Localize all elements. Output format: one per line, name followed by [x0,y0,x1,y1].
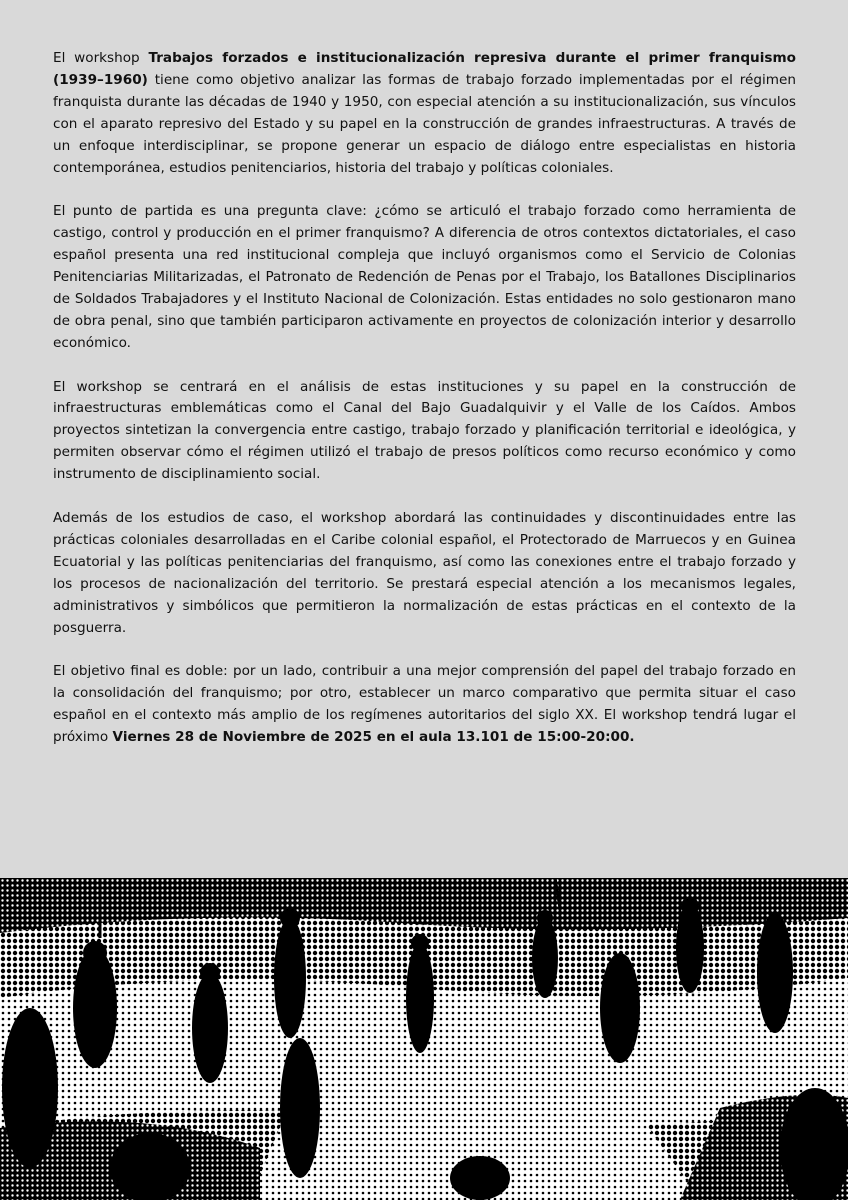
institutions-text: El workshop se centrará en el análisis de estas instituciones y su papel en la construcción de infraestructuras emblemáticas como el Canal del Bajo Guadalquivir y el Valle de los Caídos. Ambos proyectos sintetizan la convergencia entre castigo, trabajo forzado y planificación territorial e ideológica, y permiten observar cómo el régimen utilizó el trabajo de presos políticos como recurso económico y como instrumento de disciplinamiento social. [53,378,796,483]
paragraph-question [53,201,796,354]
event-date-location: Viernes 28 de Noviembre de 2025 en el aula 13.101 de 15:00-20:00. [112,729,635,746]
paragraph-colonial [53,508,796,639]
objective-text: El objetivo final es doble: por un lado, contribuir a una mejor comprensión del papel del trabajo forzado en la consolidación del franquismo; por otro, establecer un marco comparativo que permita situar el caso español en el contexto más amplio de los regímenes autoritarios del siglo XX. El workshop tendrá lugar el próximo [53,663,796,746]
paragraph-institutions [53,377,796,487]
intro-text-1: El workshop [53,50,149,66]
workshop-title: Trabajos forzados e institucionalización represiva durante el primer franquismo (1939–1960) [53,50,796,88]
paragraph-objective [53,661,796,749]
intro-text-2: tiene como objetivo analizar las formas de trabajo forzado implementadas por el régimen franquista durante las décadas de 1940 y 1950, con especial atención a su institucionalización, sus vínculos con el aparato represivo del Estado y su papel en la construcción de grandes infraestructuras. A través de un enfoque interdisciplinar, se propone generar un espacio de diálogo entre especialistas en historia contemporánea, estudios penitenciarios, historia del trabajo y políticas coloniales. [53,71,796,176]
document-body [53,48,796,771]
halftone-photo-forced-labour [0,878,848,1200]
question-text: El punto de partida es una pregunta clave: ¿cómo se articuló el trabajo forzado como herramienta de castigo, control y producción en el primer franquismo? A diferencia de otros contextos dictatoriales, el caso español presenta una red institucional compleja que incluyó organismos como el Servicio de Colonias Penitenciarias Militarizadas, el Patronato de Redención de Penas por el Trabajo, los Batallones Disciplinarios de Soldados Trabajadores y el Instituto Nacional de Colonización. Estas entidades no solo gestionaron mano de obra penal, sino que también participaron activamente en proyectos de colonización interior y desarrollo económico. [53,203,796,351]
paragraph-intro [53,48,796,179]
halftone-photo-image [0,878,848,1200]
colonial-text: Además de los estudios de caso, el workshop abordará las continuidades y discontinuidades entre las prácticas coloniales desarrolladas en el Caribe colonial español, el Protectorado de Marruecos y en Guinea Ecuatorial y las políticas penitenciarias del franquismo, así como las conexiones entre el trabajo forzado y los procesos de nacionalización del territorio. Se prestará especial atención a los mecanismos legales, administrativos y simbólicos que permitieron la normalización de estas prácticas en el contexto de la posguerra. [53,509,796,636]
